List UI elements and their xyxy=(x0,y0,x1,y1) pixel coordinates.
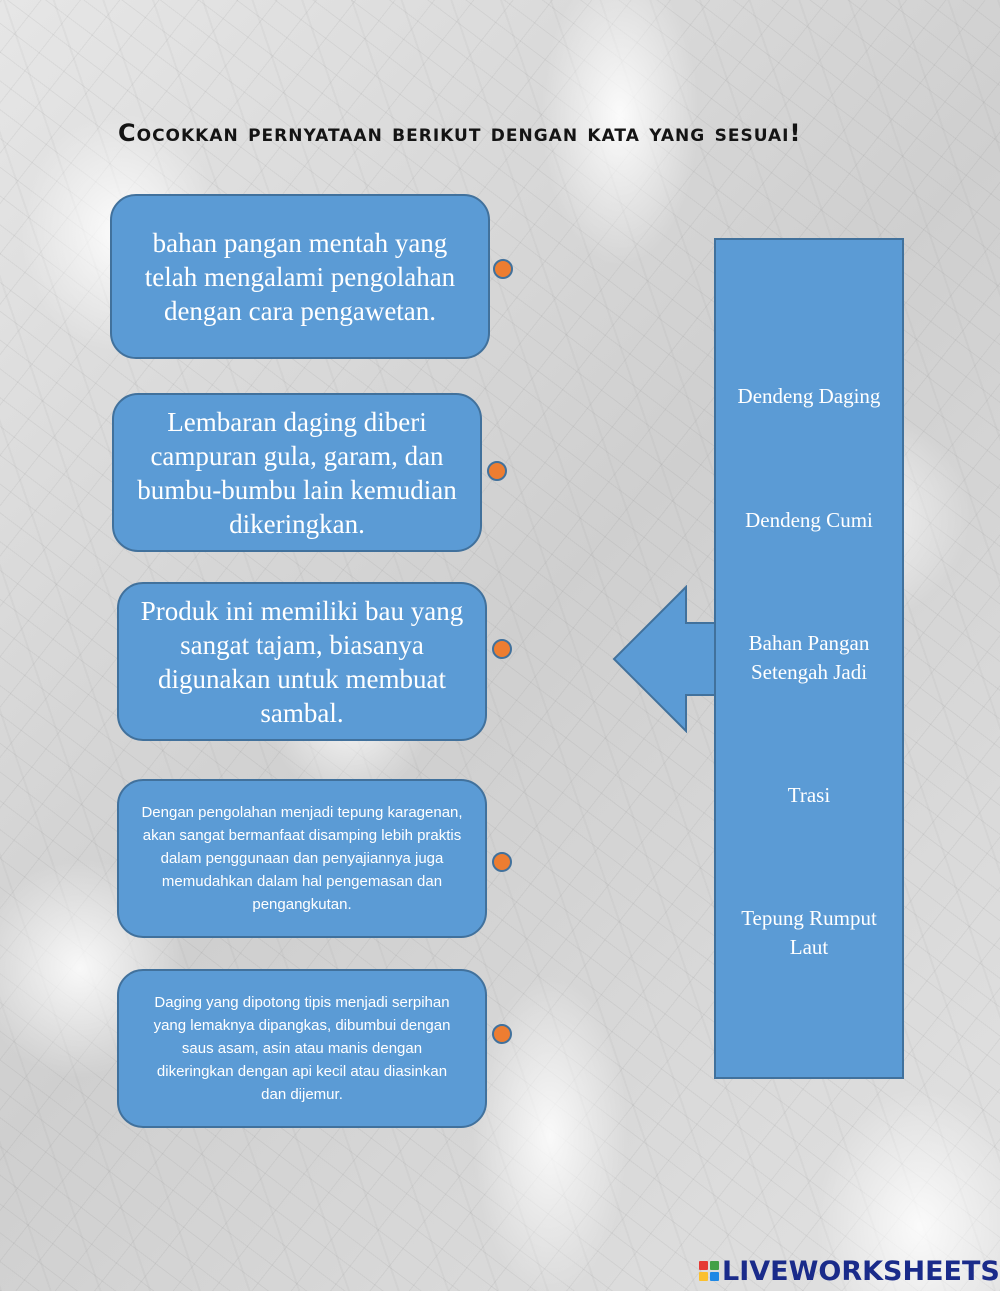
logo-text: LIVEWORKSHEETS xyxy=(722,1255,1000,1287)
statement-card-4 xyxy=(117,779,487,938)
match-dot-statement-4[interactable] xyxy=(492,852,512,872)
liveworksheets-logo xyxy=(699,1255,1000,1287)
statement-text-5: Daging yang dipotong tipis menjadi serpihan yang lemaknya dipangkas, dibumbui dengan saus asam, asin atau manis dengan dikeringkan dengan api kecil atau diasinkan dan dijemur. xyxy=(153,994,451,1103)
match-dot-statement-5[interactable] xyxy=(492,1024,512,1044)
answer-option-5[interactable]: Tepung Rumput Laut xyxy=(741,906,877,959)
answer-option-2[interactable]: Dendeng Cumi xyxy=(745,508,873,532)
match-dot-statement-3[interactable] xyxy=(492,639,512,659)
worksheet-title: Cocokkan pernyataan berikut dengan kata yang sesuai! xyxy=(118,119,802,147)
statement-text-1: bahan pangan mentah yang telah mengalami pengolahan dengan cara pengawetan. xyxy=(144,227,456,326)
answer-option-3[interactable]: Bahan Pangan Setengah Jadi xyxy=(748,631,870,684)
statement-text-2: Lembaran daging diberi campuran gula, garam, dan bumbu-bumbu lain kemudian dikeringkan. xyxy=(137,406,457,539)
statement-text-4: Dengan pengolahan menjadi tepung karagenan, akan sangat bermanfaat disamping lebih praktis dalam penggunaan dan penyajiannya juga memudahkan dalam hal pengemasan dan pengangkutan. xyxy=(141,804,463,913)
statement-card-2 xyxy=(112,393,482,552)
statement-card-5 xyxy=(117,969,487,1128)
left-arrow-icon xyxy=(612,585,718,733)
match-dot-statement-2[interactable] xyxy=(487,461,507,481)
statement-text-3: Produk ini memiliki bau yang sangat tajam, biasanya digunakan untuk membuat sambal. xyxy=(140,595,464,728)
answer-option-4[interactable]: Trasi xyxy=(787,783,831,807)
statement-card-1 xyxy=(110,194,490,359)
answer-option-1[interactable]: Dendeng Daging xyxy=(737,384,881,408)
statement-card-3 xyxy=(117,582,487,741)
logo-tiles-icon xyxy=(699,1261,719,1281)
match-dot-statement-1[interactable] xyxy=(493,259,513,279)
